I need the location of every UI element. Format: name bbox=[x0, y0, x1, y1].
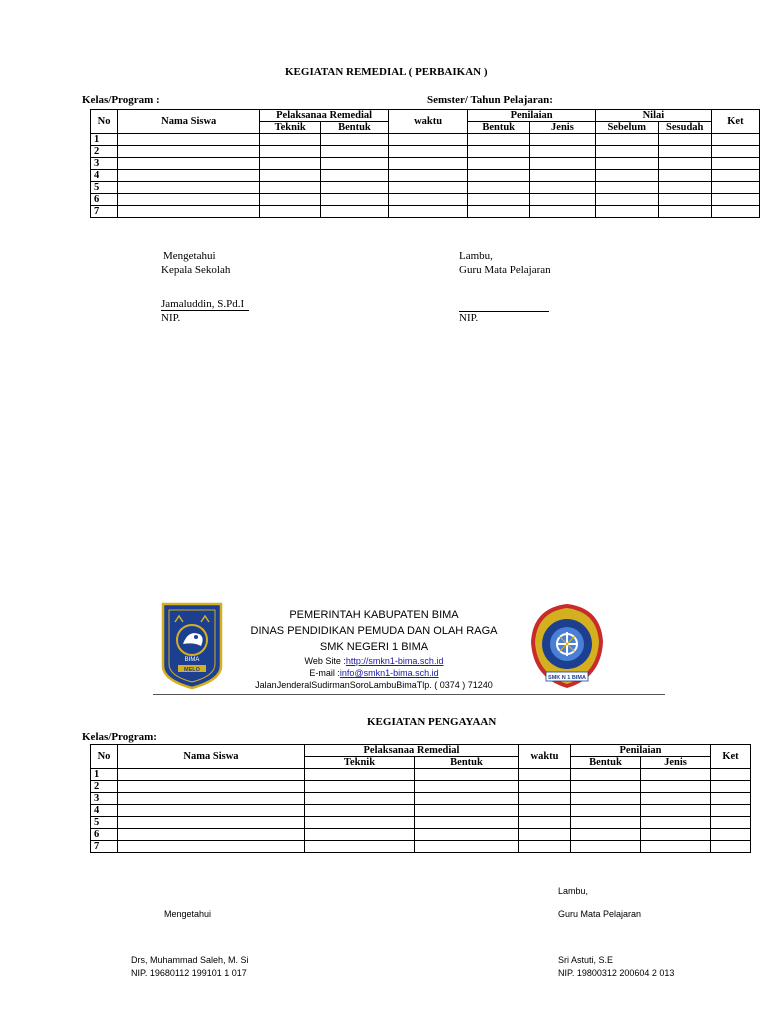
row-number: 2 bbox=[91, 781, 118, 793]
letterhead-line2: DINAS PENDIDIKAN PEMUDA DAN OLAH RAGA bbox=[250, 625, 498, 637]
row-number: 7 bbox=[91, 206, 118, 218]
header-penilaian-bentuk: Bentuk bbox=[468, 122, 530, 134]
row-number: 2 bbox=[91, 146, 118, 158]
pengayaan-table bbox=[90, 744, 751, 853]
pengayaan-guru-nip: NIP. 19800312 200604 2 013 bbox=[558, 968, 675, 978]
header-teknik: Teknik bbox=[260, 122, 321, 134]
remedial-kepala-sekolah: Kepala Sekolah bbox=[161, 264, 231, 276]
header-sebelum: Sebelum bbox=[595, 122, 658, 134]
bima-regency-logo bbox=[161, 602, 223, 690]
letterhead-divider bbox=[153, 694, 665, 695]
header-pelaksanaan: Pelaksanaa Remedial bbox=[305, 745, 519, 757]
header-penilaian: Penilaian bbox=[571, 745, 711, 757]
table-row bbox=[91, 769, 751, 781]
table-row bbox=[91, 182, 760, 194]
pengayaan-lambu: Lambu, bbox=[558, 886, 589, 896]
pengayaan-kepala-nip: NIP. 19680112 199101 1 017 bbox=[131, 968, 247, 978]
table-row bbox=[91, 158, 760, 170]
website-link[interactable]: http://smkn1-bima.sch.id bbox=[345, 656, 444, 666]
pengayaan-mengetahui: Mengetahui bbox=[164, 909, 212, 919]
email-label: E-mail : bbox=[309, 668, 340, 678]
pengayaan-guru: Guru Mata Pelajaran bbox=[558, 909, 642, 919]
letterhead-website bbox=[224, 656, 524, 666]
table-row bbox=[91, 194, 760, 206]
website-label: Web Site : bbox=[304, 656, 346, 666]
row-number: 3 bbox=[91, 793, 118, 805]
remedial-mengetahui: Mengetahui bbox=[163, 250, 216, 262]
table-row bbox=[91, 829, 751, 841]
smk-emblem-icon bbox=[529, 602, 605, 690]
table-row bbox=[91, 793, 751, 805]
pengayaan-kelas-label: Kelas/Program: bbox=[82, 731, 157, 743]
table-row bbox=[91, 805, 751, 817]
header-bentuk: Bentuk bbox=[320, 122, 388, 134]
header-pelaksanaan: Pelaksanaa Remedial bbox=[260, 110, 389, 122]
table-row bbox=[91, 781, 751, 793]
logo-bima-text: BIMA bbox=[184, 657, 200, 663]
row-number: 5 bbox=[91, 182, 118, 194]
header-ket: Ket bbox=[711, 110, 759, 134]
remedial-kepala-nip: NIP. bbox=[161, 312, 181, 324]
remedial-kepala-name bbox=[161, 298, 249, 311]
pengayaan-kepala-name: Drs, Muhammad Saleh, M. Si bbox=[131, 955, 249, 965]
row-number: 5 bbox=[91, 817, 118, 829]
remedial-table bbox=[90, 109, 760, 218]
table-row bbox=[91, 841, 751, 853]
row-number: 1 bbox=[91, 769, 118, 781]
bima-shield-icon bbox=[161, 602, 223, 690]
header-jenis: Jenis bbox=[530, 122, 596, 134]
header-no: No bbox=[91, 745, 118, 769]
remedial-kelas-label: Kelas/Program : bbox=[82, 94, 160, 106]
letterhead-address: JalanJenderalSudirmanSoroLambuBimaTlp. ( 0374 ) 71240 bbox=[255, 680, 493, 690]
table-row bbox=[91, 146, 760, 158]
remedial-title: KEGIATAN REMEDIAL ( PERBAIKAN ) bbox=[285, 66, 488, 78]
row-number: 6 bbox=[91, 194, 118, 206]
smk-school-logo bbox=[529, 602, 605, 690]
table-row bbox=[91, 134, 760, 146]
table-row bbox=[91, 206, 760, 218]
header-nama-siswa: Nama Siswa bbox=[118, 745, 305, 769]
header-waktu: waktu bbox=[519, 745, 571, 769]
row-number: 7 bbox=[91, 841, 118, 853]
letterhead-line1: PEMERINTAH KABUPATEN BIMA bbox=[289, 609, 459, 621]
header-nilai: Nilai bbox=[595, 110, 711, 122]
header-ket: Ket bbox=[711, 745, 751, 769]
remedial-lambu: Lambu, bbox=[459, 250, 493, 262]
header-bentuk: Bentuk bbox=[415, 757, 519, 769]
row-number: 6 bbox=[91, 829, 118, 841]
pengayaan-title: KEGIATAN PENGAYAAN bbox=[367, 716, 497, 728]
header-jenis: Jenis bbox=[641, 757, 711, 769]
letterhead-email bbox=[224, 668, 524, 678]
emblem-school-text: SMK N 1 BIMA bbox=[548, 675, 586, 681]
email-link[interactable]: info@smkn1-bima.sch.id bbox=[339, 668, 439, 678]
header-penilaian: Penilaian bbox=[468, 110, 596, 122]
remedial-guru: Guru Mata Pelajaran bbox=[459, 264, 551, 276]
table-row bbox=[91, 170, 760, 182]
header-penilaian-bentuk: Bentuk bbox=[571, 757, 641, 769]
row-number: 1 bbox=[91, 134, 118, 146]
logo-motto-text: MELO bbox=[184, 667, 200, 673]
header-nama-siswa: Nama Siswa bbox=[118, 110, 260, 134]
header-teknik: Teknik bbox=[305, 757, 415, 769]
pengayaan-guru-name: Sri Astuti, S.E bbox=[558, 955, 614, 965]
row-number: 3 bbox=[91, 158, 118, 170]
row-number: 4 bbox=[91, 805, 118, 817]
header-no: No bbox=[91, 110, 118, 134]
header-waktu: waktu bbox=[388, 110, 467, 134]
kepala-name-text: Jamaluddin, S.Pd.I bbox=[161, 298, 249, 311]
table-row bbox=[91, 817, 751, 829]
letterhead-line3: SMK NEGERI 1 BIMA bbox=[319, 641, 429, 653]
remedial-guru-nip: NIP. bbox=[459, 312, 479, 324]
header-sesudah: Sesudah bbox=[658, 122, 711, 134]
remedial-semester-label: Semster/ Tahun Pelajaran: bbox=[427, 94, 553, 106]
row-number: 4 bbox=[91, 170, 118, 182]
